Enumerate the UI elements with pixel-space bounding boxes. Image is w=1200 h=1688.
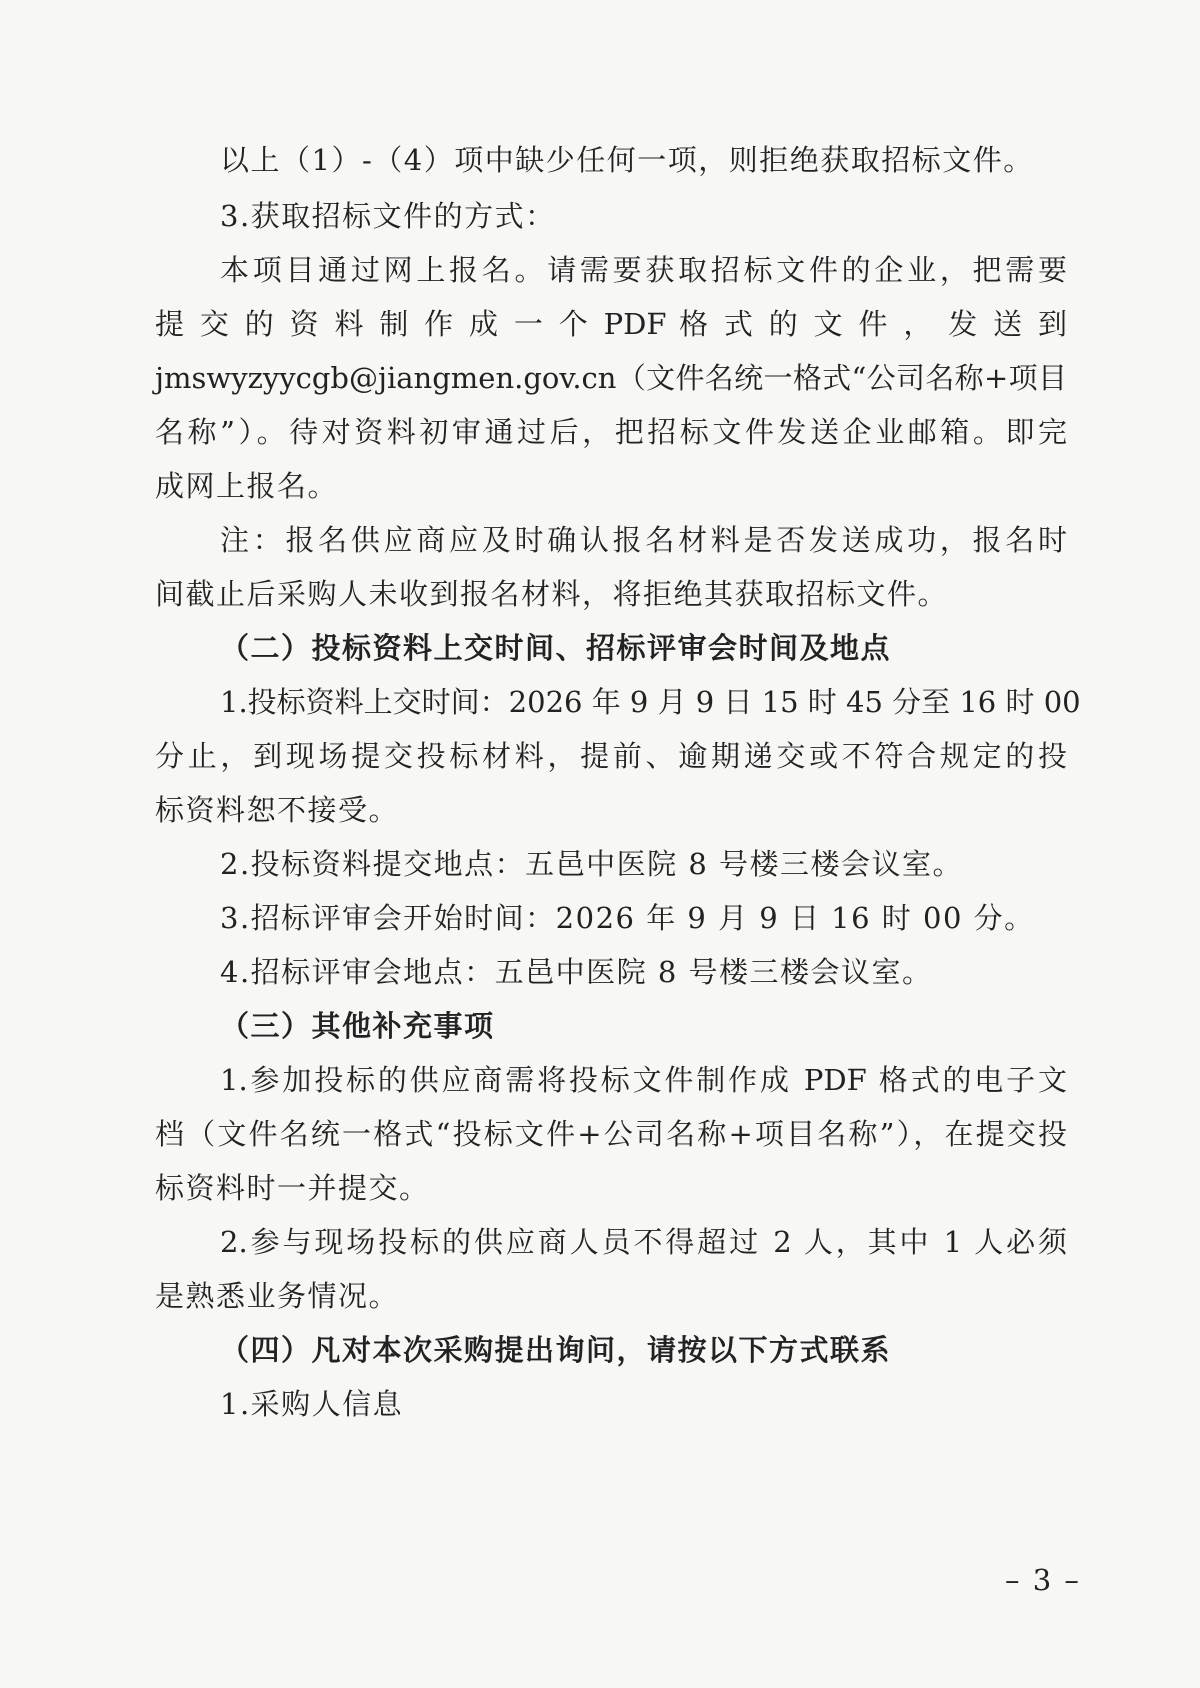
text-line-19: 档（文件名统一格式“投标文件+公司名称+项目名称”），在提交投 [155,1117,1067,1151]
text-line-15: 3.招标评审会开始时间：2026 年 9 月 9 日 16 时 00 分。 [220,901,1035,935]
text-line-4: 提 交 的 资 料 制 作 成 一 个 PDF 格 式 的 文 件 ， 发 送 到 [155,307,1067,341]
text-line-11: 1.投标资料上交时间：2026 年 9 月 9 日 15 时 45 分至 16 时 00 [220,685,1081,719]
section-heading-4: （四）凡对本次采购提出询问，请按以下方式联系 [220,1333,892,1367]
text-line-13: 标资料恕不接受。 [155,793,400,827]
text-line-8: 注：报名供应商应及时确认报名材料是否发送成功，报名时 [220,523,1067,557]
section-heading-2: （二）投标资料上交时间、招标评审会时间及地点 [220,631,892,665]
text-line-22: 是熟悉业务情况。 [155,1279,400,1313]
text-line-5: jmswyzyycgb@jiangmen.gov.cn（文件名统一格式“公司名称+项目 [155,361,1067,395]
text-line-12: 分止，到现场提交投标材料，提前、逾期递交或不符合规定的投 [155,739,1067,773]
text-line-16: 4.招标评审会地点：五邑中医院 8 号楼三楼会议室。 [220,955,933,989]
text-line-2: 3.获取招标文件的方式： [220,199,556,233]
page-number: – 3 – [1005,1563,1081,1597]
text-line-9: 间截止后采购人未收到报名材料，将拒绝其获取招标文件。 [155,577,949,611]
text-line-24: 1.采购人信息 [220,1387,404,1421]
text-line-6: 名称”）。待对资料初审通过后，把招标文件发送企业邮箱。即完 [155,415,1067,449]
text-line-21: 2.参与现场投标的供应商人员不得超过 2 人，其中 1 人必须 [220,1225,1067,1259]
section-heading-3: （三）其他补充事项 [220,1009,495,1043]
text-line-14: 2.投标资料提交地点：五邑中医院 8 号楼三楼会议室。 [220,847,964,881]
text-line-18: 1.参加投标的供应商需将投标文件制作成 PDF 格式的电子文 [220,1063,1067,1097]
text-line-20: 标资料时一并提交。 [155,1171,430,1205]
text-line-1: 以上（1）-（4）项中缺少任何一项，则拒绝获取招标文件。 [220,143,1034,177]
text-line-7: 成网上报名。 [155,469,339,503]
text-line-3: 本项目通过网上报名。请需要获取招标文件的企业，把需要 [220,253,1067,287]
